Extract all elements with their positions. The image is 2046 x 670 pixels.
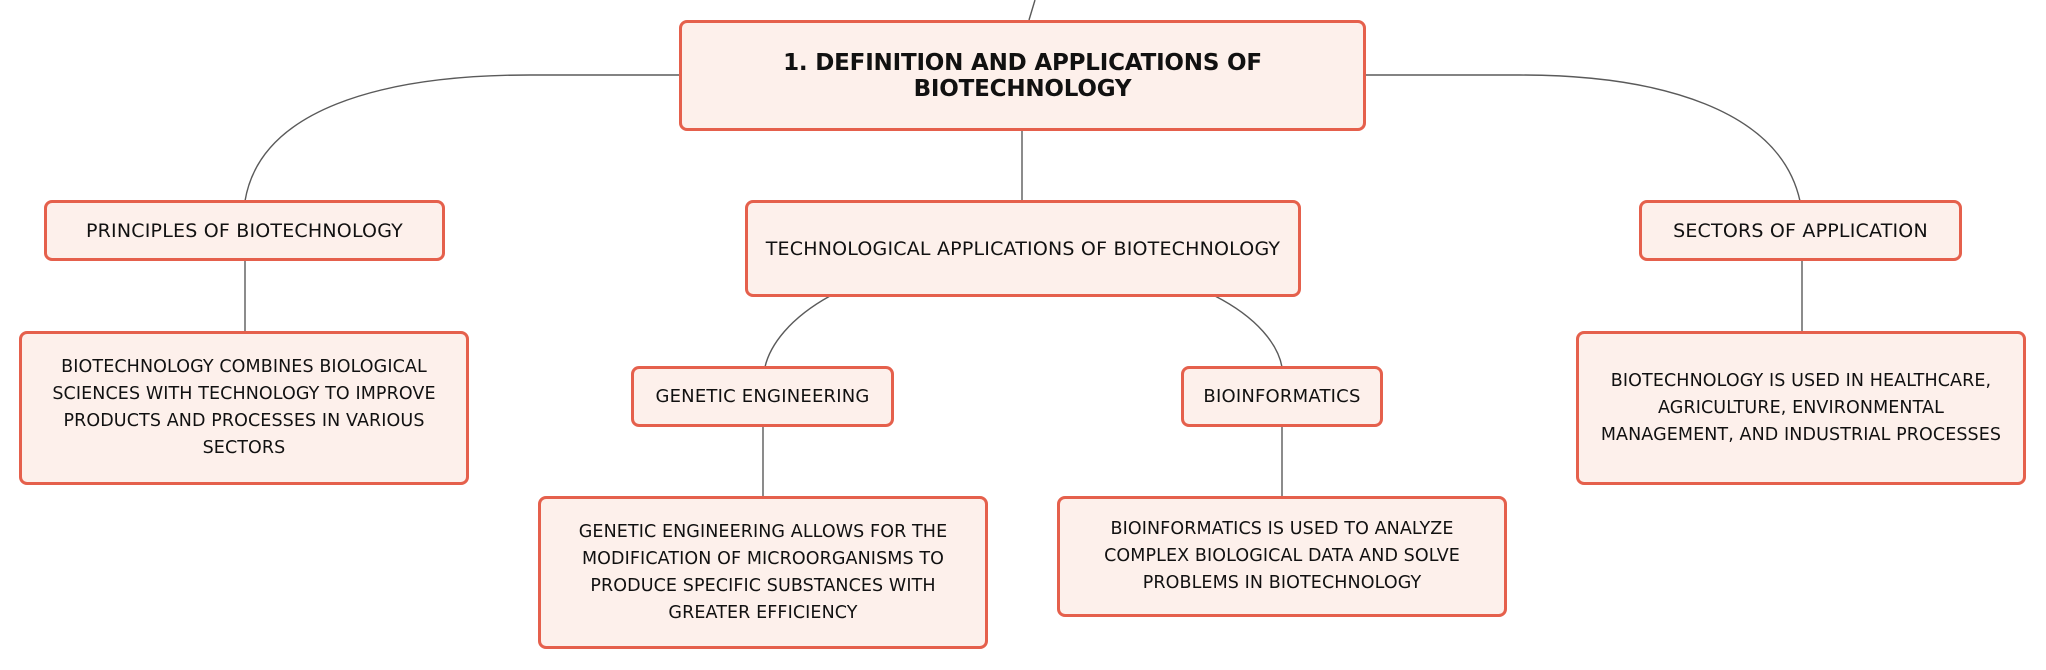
principles-node[interactable] [44,200,445,261]
bioinformatics-detail-node[interactable] [1057,496,1507,617]
connector-tech-apps-to-genetic [765,296,830,367]
genetic-engineering-node[interactable] [631,366,894,427]
tech-apps-node-label: TECHNOLOGICAL APPLICATIONS OF BIOTECHNOLOGY [765,237,1281,260]
principles-detail-text: BIOTECHNOLOGY COMBINES BIOLOGICAL SCIENCES WITH TECHNOLOGY TO IMPROVE PRODUCTS AND PROCESSES IN VARIOUS SECTORS [52,357,436,458]
root-node[interactable] [679,20,1366,131]
connector-root-to-principles [245,75,680,201]
genetic-engineering-detail-node[interactable] [538,496,988,649]
principles-node-label: PRINCIPLES OF BIOTECHNOLOGY [86,219,403,242]
genetic-engineering-detail-text: GENETIC ENGINEERING ALLOWS FOR THE MODIFICATION OF MICROORGANISMS TO PRODUCE SPECIFIC SUBSTANCES WITH GREATER EFFICIENCY [578,521,948,623]
tech-apps-node[interactable] [745,200,1301,297]
genetic-engineering-node-label: GENETIC ENGINEERING [655,386,870,407]
bioinformatics-node-label: BIOINFORMATICS [1203,386,1361,407]
connector-parent-to-root [1029,0,1035,20]
bioinformatics-node[interactable] [1181,366,1383,427]
root-node-label: 1. DEFINITION AND APPLICATIONS OF BIOTECHNOLOGY [783,49,1262,102]
sectors-detail-node[interactable] [1576,331,2026,485]
principles-detail-node[interactable] [19,331,469,485]
sectors-detail-text: BIOTECHNOLOGY IS USED IN HEALTHCARE, AGRICULTURE, ENVIRONMENTAL MANAGEMENT, AND INDUSTRIAL PROCESSES [1600,370,2002,445]
connector-root-to-sectors [1365,75,1800,201]
bioinformatics-detail-text: BIOINFORMATICS IS USED TO ANALYZE COMPLEX BIOLOGICAL DATA AND SOLVE PROBLEMS IN BIOTECHNOLOGY [1104,519,1460,593]
connector-tech-apps-to-bioinformatics [1215,296,1282,367]
sectors-node-label: SECTORS OF APPLICATION [1673,219,1928,242]
sectors-node[interactable] [1639,200,1962,261]
